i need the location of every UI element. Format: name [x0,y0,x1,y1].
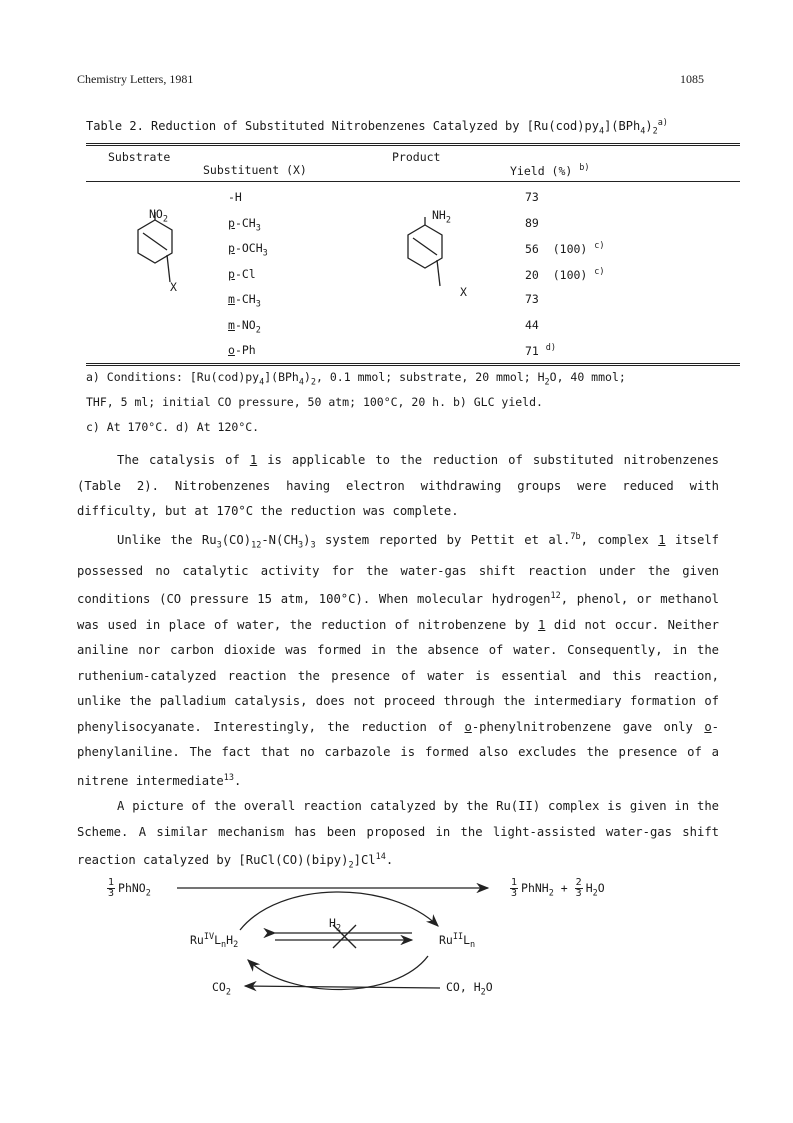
scheme-co2: $CO_2$ [212,980,231,998]
page-number: 1085 [680,72,704,86]
body-text [77,448,719,879]
aniline-structure [408,217,442,286]
header-substituent: Substituent (X) [203,163,307,177]
substituent-cell: o-Ph [228,343,256,357]
table-header-rule [86,181,740,182]
table-caption: Table 2. Reduction of Substituted Nitrobenzenes Catalyzed by $[Ru(cod)py_4](BPh_4)_2^{a)}$ [86,118,668,137]
scheme-reactant: $\frac{1}{3}$ PhNO$_2$ [108,877,151,899]
table-top-rule-2 [86,145,740,146]
substrate-no2-label: $NO_2$ [149,207,168,225]
product-nh2-label: $NH_2$ [432,208,451,226]
header-yield: Yield (%) $^{b)}$ [510,163,590,178]
scheme-h2-label: $H_2$ [329,916,342,934]
scheme-ru-iv: $Ru^{IV}L_nH_2$ [190,932,239,951]
table-top-rule [86,143,740,144]
substituent-cell: $m-NO_2$ [228,317,261,335]
substituent-cell: $p-CH_3$ [228,215,261,233]
yield-cell: 71 $^{d)}$ [525,343,557,358]
fraction-two-thirds: $\frac{2}{3}$ [575,877,582,899]
scheme-co-h2o: CO, $H_2O$ [446,980,493,998]
yield-cell: 73 [525,292,539,306]
footnote-line2: THF, 5 ml; initial CO pressure, 50 atm; 100°C, 20 h. b) GLC yield. [86,395,543,409]
footnote-line3: c) At 170°C. d) At 120°C. [86,420,260,434]
table-bottom-rule-2 [86,365,740,366]
substrate-x-label: X [170,280,177,294]
substituent-cell: $p-OCH_3$ [228,241,268,259]
bottom-arrow [245,986,440,988]
header-substrate: Substrate [108,150,171,164]
paragraph-2: Unlike the $Ru_3(CO)_{12}-N(CH_3)_3$ system reported by Pettit et al.$^{7b}$, complex 1 itself possessed no catalytic activity for the water-gas shift reaction under the given conditions (CO pressure 15 atm, 100°C). When molecular hydrogen$^{12}$, phenol, or methanol was used in place of water, the reduction of nitrobenzene by 1 did not occur. Neither aniline nor carbon dioxide was formed in the absence of water. Consequently, in the ruthenium-catalyzed reaction the presence of water is essential and this reaction, unlike the palladium catalysis, does not proceed through the intermediary formation of phenylisocyanate. Interestingly, the reduction of o-phenylnitrobenzene gave only o-phenylaniline. The fact that no carbazole is formed also excludes the presence of a nitrene intermediate$^{13}$. [77,531,720,788]
journal-name: Chemistry Letters, 1981 [77,72,194,86]
fraction-one-third: $\frac{1}{3}$ [108,877,115,899]
substituent-cell: p-Cl [228,266,256,281]
substituent-cell: -H [228,190,242,204]
footnote-a: a) Conditions: $[Ru(cod)py_4](BPh_4)_2$, 0.1 mmol; substrate, 20 mmol; $H_2O$, 40 mmol; [86,370,626,388]
table-bottom-rule [86,363,740,364]
lower-curved-arrow [248,956,428,990]
yield-cell: 73 [525,190,539,204]
substituent-cell: $m-CH_3$ [228,292,261,310]
yield-cell: 89 [525,215,539,230]
scheme-products: $\frac{1}{3}$ PhNH$_2$ + $\frac{2}{3}$ $H_2O$ [511,877,605,899]
paragraph-1: The catalysis of 1 is applicable to the reduction of substituted nitrobenzenes (Table 2). Nitrobenzenes having electron withdrawing groups were reduced with difficulty, but at 170°C the reduction was complete. [77,453,719,518]
paragraph-3: A picture of the overall reaction catalyzed by the Ru(II) complex is given in the Scheme. A similar mechanism has been proposed in the light-assisted water-gas shift reaction catalyzed by $[RuCl(CO)(bipy)_2]Cl^{14}$. [77,799,719,871]
scheme-ru-ii: $Ru^{II}L_n$ [439,932,476,951]
yield-cell: 56 (100) $^{c)}$ [525,241,605,256]
product-x-label: X [460,285,467,299]
yield-cell: 20 (100) $^{c)}$ [525,266,605,282]
yield-cell: 44 [525,317,539,332]
header-product: Product [392,150,441,164]
